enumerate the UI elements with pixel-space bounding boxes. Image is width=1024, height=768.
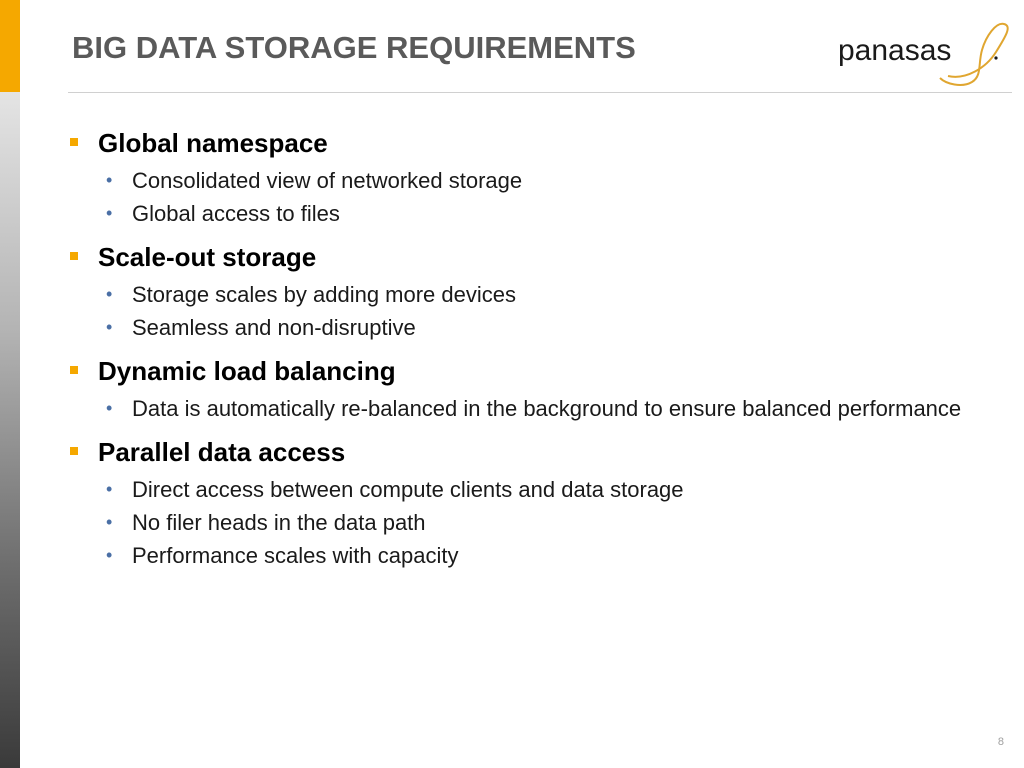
square-bullet-icon [70,138,78,146]
section-heading: Dynamic load balancing [98,356,396,386]
list-item [70,197,990,230]
list-item [70,473,990,506]
list-item-text: Global access to files [132,201,340,226]
section-dynamic-load-balancing [70,356,990,425]
list-item [70,539,990,572]
list-item [70,506,990,539]
slide-title: BIG DATA STORAGE REQUIREMENTS [72,30,636,65]
section-scale-out-storage [70,242,990,344]
list-item-text: Data is automatically re-balanced in the background to ensure balanced performance [132,396,962,421]
list-item-text: No filer heads in the data path [132,510,426,535]
panasas-logo-icon [836,18,1016,88]
section-heading: Scale-out storage [98,242,317,272]
list-item-text: Consolidated view of networked storage [132,168,523,193]
list-item-text: Storage scales by adding more devices [132,282,516,307]
list-item [70,164,990,197]
square-bullet-icon [70,366,78,374]
dot-bullet-icon: • [106,317,113,337]
dot-bullet-icon: • [106,398,113,418]
section-heading-row [70,242,990,278]
logo-text: panasas [838,34,952,67]
dot-bullet-icon: • [106,284,113,304]
section-heading-row [70,128,990,164]
section-items [70,473,990,572]
list-item [70,392,990,425]
dot-bullet-icon: • [106,479,113,499]
square-bullet-icon [70,447,78,455]
list-item [70,311,990,344]
square-bullet-icon [70,252,78,260]
dot-bullet-icon: • [106,545,113,565]
section-items [70,164,990,230]
list-item [70,278,990,311]
left-accent-bar [0,0,20,92]
list-item-text: Performance scales with capacity [132,543,459,568]
dot-bullet-icon: • [106,170,113,190]
section-global-namespace [70,128,990,230]
content-list [70,128,990,584]
dot-bullet-icon: • [106,203,113,223]
section-parallel-data-access [70,437,990,572]
dot-bullet-icon: • [106,512,113,532]
section-heading-row [70,437,990,473]
section-heading: Global namespace [98,128,328,158]
section-items [70,278,990,344]
title-divider [68,92,1012,93]
list-item-text: Direct access between compute clients and data storage [132,477,684,502]
section-items [70,392,990,425]
page-number: 8 [997,736,1004,748]
logo-dot [994,56,997,59]
section-heading: Parallel data access [98,437,346,467]
left-gradient-bar [0,92,20,768]
section-heading-row [70,356,990,392]
list-item-text: Seamless and non-disruptive [132,315,416,340]
